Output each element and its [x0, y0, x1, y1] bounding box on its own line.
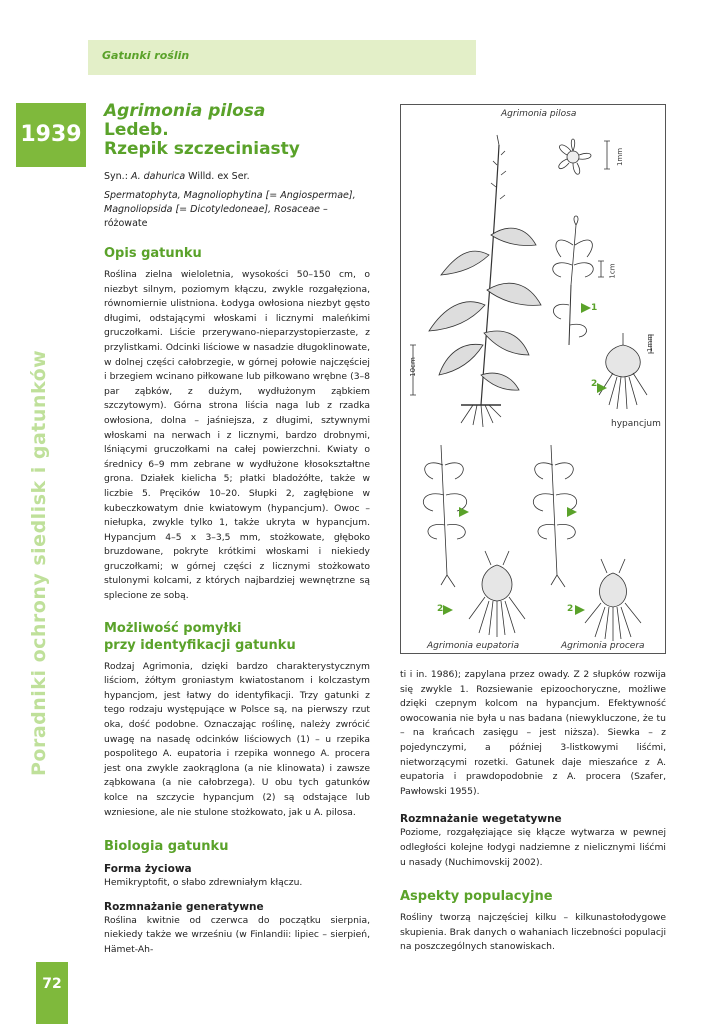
taxonomy-line1: Spermatophyta, Magnoliophytina [= Angiospermae], [104, 190, 356, 201]
right-column [400, 668, 666, 955]
aspekty-text: Rośliny tworzą najczęściej kilku – kilkunastołodygowe skupienia. Brak danych o wahaniach liczebności populacji na poszczególnych stanowiskach. [400, 912, 666, 953]
species-latin-name: Agrimonia pilosa [104, 101, 266, 121]
figure-marker-2-procera: 2 [567, 604, 574, 614]
wegetatywne-heading: Rozmnażanie wegetatywne [400, 813, 562, 826]
scale-1mm-flower: 1mm [616, 147, 625, 167]
pomylka-heading-line1: Możliwość pomyłki [104, 620, 242, 636]
pomylka-heading-line2: przy identyfikacji gatunku [104, 637, 296, 653]
generatywne-text: Roślina kwitnie od czerwca do początku sierpnia, niekiedy także we wrześniu (w Finlandii: lipiec – sierpień, Hämet-Ah- [104, 914, 370, 955]
synonym-line [104, 171, 370, 182]
figure-label-procera: Agrimonia procera [561, 641, 645, 651]
scale-1mm-hypancjum: 1mm [646, 333, 655, 353]
botanical-illustration [400, 104, 666, 654]
figure-marker-2-eupatoria: 2 [437, 604, 444, 614]
plant-drawing [401, 105, 665, 653]
species-code: 1939 [20, 122, 82, 147]
pomylka-text: Rodzaj Agrimonia, dzięki bardzo charakterystycznym liściom, żółtym groniastym kwiatostanom i kolczastym hypancjom, jest łatwy do identyfikacji. Trzy gatunki z tego rodzaju występujące w Polsce są, na pierwszy rzut oka, dość podobne. Oznaczając roślinę, należy zwrócić uwagę na nasadę odcinków liściowych (1) – u rzepika pospolitego A. eupatoria i rzepika wonnego A. procera jest ona zwykle zaokrąglona (a nie klinowata) i zawsze ząbkowana (a nie całobrzega). U obu tych gatunków kolce na szczycie hypancjum (2) są odstające lub wzniesione, ale nie stulone stożkowato, jak u A. pilosa. [104, 660, 370, 818]
section-header-label: Gatunki roślin [102, 49, 190, 62]
wegetatywne-text: Poziome, rozgałęziające się kłącze wytwarza w pewnej odległości kolejne łodygi nadziemne z nielicznymi liśćmi u nasady (Nuchimovskij 2002). [400, 827, 666, 868]
taxonomy [104, 189, 370, 231]
generatywne-heading: Rozmnażanie generatywne [104, 900, 264, 913]
figure-label-hypancjum: hypancjum [611, 419, 661, 429]
pomylka-heading [104, 620, 370, 654]
figure-marker-2-pilosa: 2 [591, 379, 598, 389]
generatywne-continuation: ti i in. 1986); zapylana przez owady. Z 2 słupków rozwija się zwykle 1. Rozsiewanie epizoochoryczne, możliwe dzięki czepnym kolcom na hypancjum. Efektywność owocowania nie była u nas badana (niewykluczone, że tu – na krańcach zasięgu – jest niższa). Siewka – z pojedynczymi, a później 3-listkowymi liśćmi, nietworzącymi rozetki. Gatunek daje mieszańce z A. eupatoria i prawdopodobnie z A. procera (Szafer, Pawłowski 1955). [400, 669, 666, 797]
forma-text: Hemikryptofit, o słabo zdrewniałym kłączu. [104, 877, 303, 889]
synonym-name: A. dahurica [130, 171, 186, 182]
taxonomy-family-polish: – różowate [104, 204, 328, 229]
aspekty-heading: Aspekty populacyjne [400, 889, 553, 905]
scale-1cm-leaf: 1cm [608, 263, 617, 279]
synonym-author: Willd. ex Ser. [188, 171, 250, 182]
biologia-heading: Biologia gatunku [104, 839, 229, 855]
taxonomy-line2: Magnoliopsida [= Dicotyledoneae], Rosaceae [104, 204, 321, 215]
page-number: 72 [42, 976, 62, 992]
opis-text: Roślina zielna wieloletnia, wysokości 50–150 cm, o niezbyt silnym, poziomym kłączu, zwykle rozgałęziona, równomiernie ulistniona. Łodyga owłosiona niezbyt gęsto długimi, odstającymi włoskami i licznymi maleńkimi gruczołkami. Liście przerywano-nieparzystopierzaste, z przylistkami. Odcinki liściowe w nasadzie długoklinowate, w dolnej części całobrzegie, w górnej połowie najczęściej i brzegiem wcinano piłkowane lub piłkowano wrębne (3–8 par ząbków, z dużym, wydłużonym ząbkiem szczytowym). Górna strona liścia naga lub z rzadka owłosiona, dolna – jaśniejsza, z długimi, sztywnymi włoskami na nerwach i z licznymi, bardzo drobnymi, lśniącymi gruczołkami na całej powierzchni. Kwiaty o średnicy 6–9 mm zebrane w wydłużone kłosokształtne grona. Działek kielicha 5; płatki bladożółte, także w liczbie 5. Pręcików 10–20. Słupki 2, zagłębione w kubeczkowatym dnie kwiatowym (hypancjum). Owoc – niełupka, zwykle tylko 1, także ukryta w hypancjum. Hypancjum 4–5 x 3–3,5 mm, stożkowate, głęboko bruzdowane, pokryte krótkimi włoskami i niekiedy gruczołkami; w górnej części z licznymi stożkowato stulonymi kolcami, z których najbardziej wewnętrzne są splecione ze sobą. [104, 269, 370, 602]
synonym-prefix: Syn.: [104, 171, 128, 182]
species-author: Ledeb. [104, 120, 169, 140]
figure-label-pilosa: Agrimonia pilosa [501, 109, 577, 119]
figure-marker-1-pilosa: 1 [591, 303, 598, 313]
species-polish-name: Rzepik szczeciniasty [104, 139, 300, 159]
scale-10cm: 10cm [408, 357, 417, 377]
figure-label-eupatoria: Agrimonia eupatoria [427, 641, 520, 651]
left-column [104, 102, 370, 958]
page-number-box [36, 962, 68, 1024]
section-header [88, 40, 476, 75]
series-vertical-title: Poradniki ochrony siedlisk i gatunków [28, 349, 50, 776]
forma-heading: Forma życiowa [104, 863, 192, 876]
species-code-box [16, 103, 86, 167]
opis-heading: Opis gatunku [104, 246, 202, 261]
